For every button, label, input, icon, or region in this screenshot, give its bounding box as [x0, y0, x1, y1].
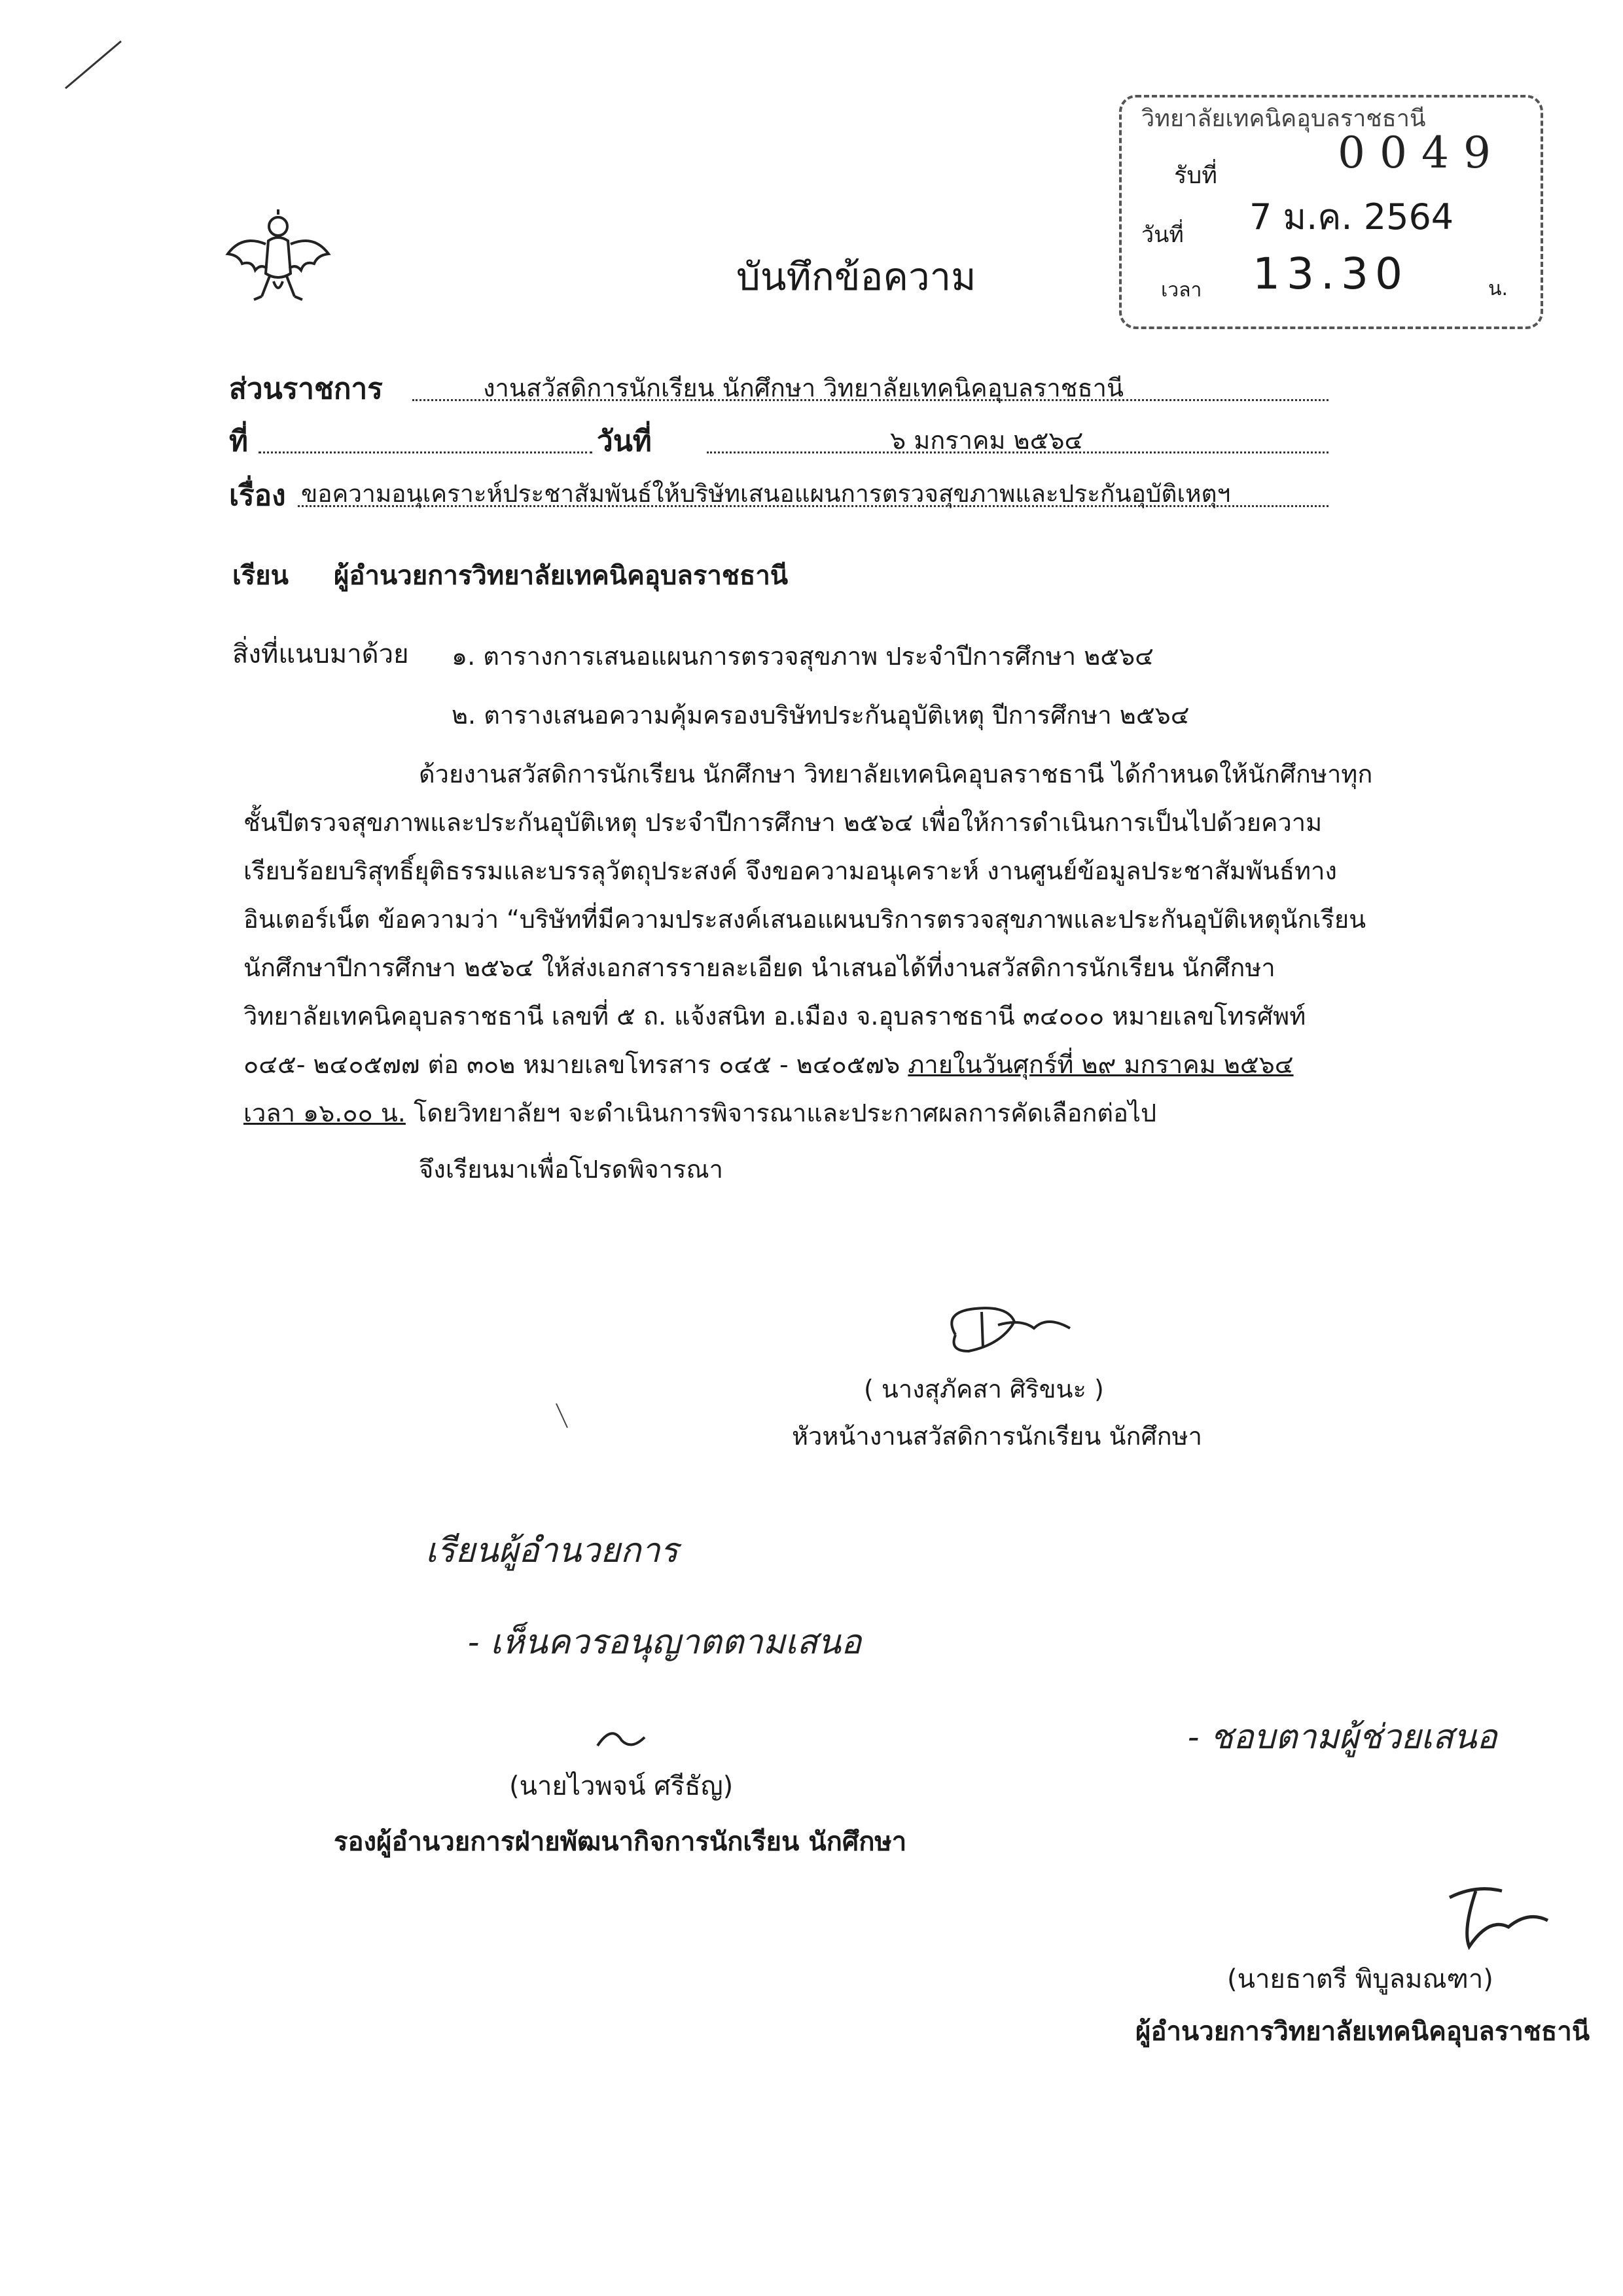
signer-2-name: (นายไวพจน์ ศรีธัญ) — [509, 1771, 734, 1801]
stamp-time-unit: น. — [1488, 277, 1508, 300]
garuda-emblem-icon — [223, 208, 334, 306]
handwritten-note-line-1: เรียนผู้อำนวยการ — [425, 1531, 679, 1570]
body-line-8 — [243, 1097, 1156, 1129]
stray-mark — [553, 1400, 573, 1433]
receiving-stamp — [1119, 95, 1543, 329]
body-line-7 — [243, 1048, 1294, 1081]
subject-value: ขอความอนุเคราะห์ประชาสัมพันธ์ให้บริษัทเสนอแผนการตรวจสุขภาพและประกันอุบัติเหตุฯ — [301, 480, 1231, 508]
to-value: ผู้อำนวยการวิทยาลัยเทคนิคอุบลราชธานี — [334, 561, 789, 591]
dept-label: ส่วนราชการ — [229, 372, 383, 406]
contact-numbers: ๐๔๕- ๒๔๐๕๗๗ ต่อ ๓๐๒ หมายเลขโทรสาร ๐๔๕ - ๒๔๐๕๗๖ — [243, 1050, 908, 1079]
attachments-label: สิ่งที่แนบมาด้วย — [232, 639, 409, 669]
deadline-time: เวลา ๑๖.๐๐ น. — [243, 1099, 406, 1127]
signature-2 — [592, 1721, 651, 1754]
closing-text: จึงเรียนมาเพื่อโปรดพิจารณา — [419, 1155, 723, 1184]
signer-3-name: (นายธาตรี พิบูลมณฑา) — [1227, 1964, 1493, 1994]
signer-2-position: รองผู้อำนวยการฝ่ายพัฒนากิจการนักเรียน นักศึกษา — [334, 1827, 907, 1857]
pen-stroke-mark — [59, 36, 131, 95]
body-line-8-text: โดยวิทยาลัยฯ จะดำเนินการพิจารณาและประกาศผลการคัดเลือกต่อไป — [405, 1099, 1157, 1127]
signature-1 — [936, 1299, 1086, 1364]
stamp-time-label: เวลา — [1161, 279, 1202, 302]
signer-1-name: ( นางสุภัคสา ศิริขนะ ) — [864, 1375, 1104, 1404]
body-line-4: อินเตอร์เน็ต ข้อความว่า “บริษัทที่มีความประสงค์เสนอแผนบริการตรวจสุขภาพและประกันอุบัติเหตุนักเรียน — [243, 905, 1366, 934]
dept-value: งานสวัสดิการนักเรียน นักศึกษา วิทยาลัยเทคนิคอุบลราชธานี — [483, 374, 1124, 402]
stamp-receive-no: 0049 — [1338, 128, 1505, 178]
ref-label: ที่ — [229, 425, 249, 458]
handwritten-note-line-2: - เห็นควรอนุญาตตามเสนอ — [468, 1623, 862, 1662]
body-line-1: ด้วยงานสวัสดิการนักเรียน นักศึกษา วิทยาลัยเทคนิคอุบลราชธานี ได้กำหนดให้นักศึกษาทุก — [419, 760, 1373, 788]
stamp-org: วิทยาลัยเทคนิคอุบลราชธานี — [1141, 105, 1426, 132]
to-label: เรียน — [232, 561, 289, 591]
attachment-item-1: ๑. ตารางการเสนอแผนการตรวจสุขภาพ ประจำปีการศึกษา ๒๕๖๔ — [452, 642, 1154, 671]
stamp-date-value: 7 ม.ค. 2564 — [1249, 196, 1454, 238]
body-line-2: ชั้นปีตรวจสุขภาพและประกันอุบัติเหตุ ประจำปีการศึกษา ๒๕๖๔ เพื่อให้การดำเนินการเป็นไปด้วยความ — [243, 808, 1323, 837]
body-line-6: วิทยาลัยเทคนิคอุบลราชธานี เลขที่ ๕ ถ. แจ้งสนิท อ.เมือง จ.อุบลราชธานี ๓๔๐๐๐ หมายเลขโทรศัพท์ — [243, 1002, 1306, 1031]
document-title: บันทึกข้อความ — [736, 255, 976, 299]
signer-3-position: ผู้อำนวยการวิทยาลัยเทคนิคอุบลราชธานี — [1135, 2017, 1590, 2047]
stamp-time-value: 13.30 — [1253, 249, 1409, 299]
deadline-date: ภายในวันศุกร์ที่ ๒๙ มกราคม ๒๕๖๔ — [908, 1050, 1294, 1079]
subject-label: เรื่อง — [229, 479, 286, 512]
body-line-5: นักศึกษาปีการศึกษา ๒๕๖๔ ให้ส่งเอกสารรายละเอียด นำเสนอได้ที่งานสวัสดิการนักเรียน นักศึกษา — [243, 953, 1275, 982]
signer-1-position: หัวหน้างานสวัสดิการนักเรียน นักศึกษา — [792, 1422, 1202, 1451]
ref-dotline — [259, 451, 592, 453]
date-label: วันที่ — [597, 425, 652, 458]
stamp-receive-label: รับที่ — [1174, 162, 1217, 189]
date-value: ๖ มกราคม ๒๕๖๔ — [890, 426, 1084, 455]
attachment-item-2: ๒. ตารางเสนอความคุ้มครองบริษัทประกันอุบัติเหตุ ปีการศึกษา ๒๕๖๔ — [452, 701, 1190, 730]
signature-3 — [1436, 1871, 1554, 1956]
approval-note: - ชอบตามผู้ช่วยเสนอ — [1188, 1718, 1497, 1757]
body-line-3: เรียบร้อยบริสุทธิ์ยุติธรรมและบรรลุวัตถุประสงค์ จึงขอความอนุเคราะห์ งานศูนย์ข้อมูลประชาสัมพันธ์ทาง — [243, 857, 1337, 885]
stamp-date-label: วันที่ — [1141, 222, 1184, 248]
